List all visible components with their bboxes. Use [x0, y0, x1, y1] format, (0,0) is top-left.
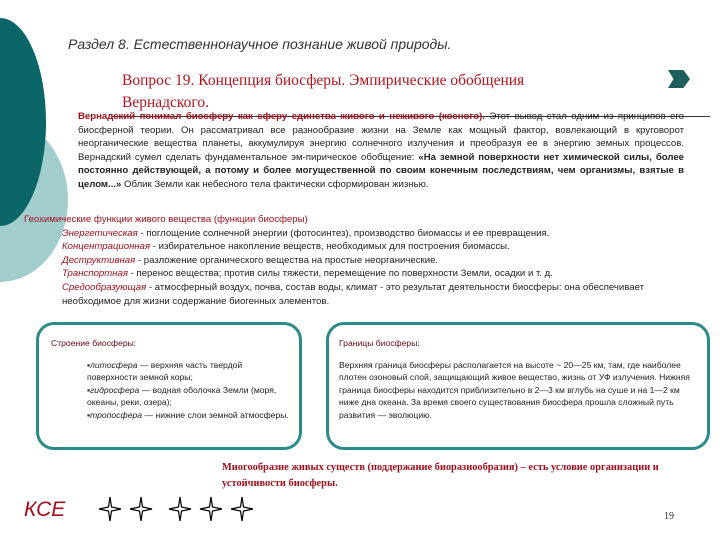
next-slide-arrow-icon[interactable] — [668, 70, 690, 88]
structure-list — [87, 359, 293, 421]
function-desc: - перенос вещества; против силы тяжести, перемещение по поверхности Земли, осадки и т. д. — [127, 268, 553, 280]
section-title: Раздел 8. Естественнонаучное познание живой природы. — [68, 36, 452, 52]
structure-desc: — нижние слои земной атмосферы. — [142, 409, 289, 420]
conclusion-text: Многообразие живых существ (поддержание биоразнообразия) – есть условие организации и устойчивости биосферы. — [222, 462, 659, 489]
intro-quote: «На земной поверхности нет химической силы, более постоянно действующей, а потому и более могущественной по своим конечным последствиям, чем организмы, взятые в целом...» — [78, 151, 684, 190]
structure-item: ▪литосфера — верхняя часть твердой поверхности земной коры; — [87, 360, 243, 383]
page-number: 19 — [664, 511, 674, 522]
structure-name: гидросфера — [90, 384, 140, 395]
structure-desc: — водная оболочка Земли (моря, океаны, реки, озера); — [87, 384, 277, 408]
intro-lead: Вернадский понимал биосферу как сферу единства живого и неживого (косного). — [78, 111, 485, 122]
sparkle-icon — [230, 496, 254, 522]
sparkle-icon — [199, 496, 223, 522]
intro-text-end: Облик Земли как небесного тела фактически сформирован жизнью. — [121, 178, 429, 190]
functions-heading: Геохимические функции живого вещества (функции биосферы) — [24, 214, 308, 225]
function-item — [24, 267, 704, 281]
structure-name: литосфера — [90, 360, 138, 370]
sparkle-icon — [129, 496, 153, 522]
intro-text: Этот вывод стал одним из принципов его биосферной теории. Он рассматривал все разнообразие жизни на Земле как мощный фактор, вовлекающий в круговорот неорганические вещества планеты, аккумулируя энергию солнечного излучения и преобразуя ее в энергию земных процессов. Вернадский сумел сделать фундаментальное эм-пирическое обобщение: — [78, 111, 684, 163]
function-desc: - атмосферный воздух, почва, состав воды, климат - это результат деятельности биосферы: она обеспечивает необходимое для жизни содержание биогенных элементов. — [62, 281, 645, 307]
slide-title: Вопрос 19. Концепция биосферы. Эмпирические обобщения Вернадского. — [122, 72, 525, 111]
function-name: Деструктивная — [62, 254, 136, 266]
function-item — [24, 227, 704, 241]
function-desc: - разложение органического вещества на простые неорганические. — [135, 254, 439, 266]
function-name: Энергетическая — [62, 227, 138, 239]
structure-item: ▪гидросфера — водная оболочка Земли (моря, океаны, реки, озера); — [87, 384, 277, 408]
function-item — [24, 281, 704, 308]
structure-item: ▪тропосфера — нижние слои земной атмосферы. — [87, 409, 289, 420]
function-item — [24, 254, 704, 268]
structure-heading: Строение биосферы: — [51, 338, 137, 348]
structure-name: тропосфера — [90, 409, 143, 420]
structure-desc: — верхняя часть твердой поверхности земной коры; — [87, 360, 243, 383]
function-desc: - поглощение солнечной энергии (фотосинтез), производство биомассы и ее превращения. — [137, 227, 550, 239]
boundaries-heading: Границы биосферы: — [339, 338, 420, 348]
star-decorations — [98, 496, 254, 522]
sparkle-icon — [168, 496, 192, 522]
boundaries-text: Верхняя граница биосферы располагается на высоте ~ 20—25 км, там, где наиболее плотен озоновый слой, защищающий живое вещество, жизнь от УФ излучения. Нижняя граница биосферы находится приблизительно в 2—3 км вглубь на суше и на 1—2 км ниже дна океана. За время своего существования биосфера прошла сложный путь развития — эволюцию. — [339, 360, 690, 420]
structure-box — [36, 322, 302, 450]
function-name: Концентрационная — [62, 241, 151, 253]
function-item — [24, 240, 704, 254]
sparkle-icon — [98, 496, 122, 522]
functions-section — [24, 213, 704, 308]
intro-paragraph — [78, 110, 684, 192]
boundaries-box — [326, 322, 710, 450]
function-name: Средообразующая — [62, 281, 147, 293]
function-desc: - избирательное накопление веществ, необходимых для построения биомассы. — [150, 241, 510, 253]
function-name: Транспортная — [62, 268, 128, 280]
course-label: КСЕ — [24, 498, 66, 521]
